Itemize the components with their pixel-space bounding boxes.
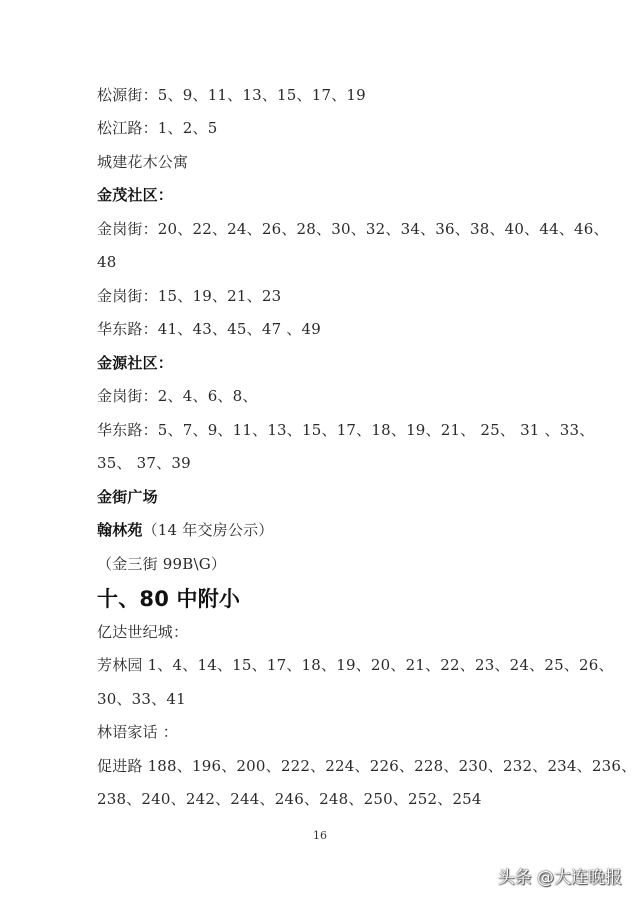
text-line: 华东路：41、43、45、47 、49 <box>97 320 322 338</box>
section-heading: 金源社区： <box>97 354 174 372</box>
text-line: 林语家话 ： <box>97 723 178 741</box>
text-line: 促进路 188、196、200、222、224、226、228、230、232、234、236、 <box>97 757 637 775</box>
text-line: 松江路：1、2、5 <box>97 119 218 137</box>
text-line: 亿达世纪城： <box>97 623 189 641</box>
hanlin-label: 翰林苑 <box>97 521 143 539</box>
text-line: 华东路：5、7、9、11、13、15、17、18、19、21、 25、 31 、33、 <box>97 421 595 439</box>
page-number: 16 <box>313 829 327 842</box>
watermark: 头条 @大连晚报 <box>497 868 622 888</box>
text-line <box>97 520 273 540</box>
text-line: 48 <box>97 253 117 271</box>
text-line: 金岗街：20、22、24、26、28、30、32、34、36、38、40、44、46、 <box>97 220 609 238</box>
text-line: 35、 37、39 <box>97 454 191 472</box>
text-line: 30、33、41 <box>97 690 186 708</box>
text-line: 城建花木公寓 <box>97 153 189 171</box>
section-heading: 金茂社区： <box>97 186 174 204</box>
chapter-heading: 十、80 中附小 <box>97 587 241 611</box>
text-line: 芳林园 1、4、14、15、17、18、19、20、21、22、23、24、25、26、 <box>97 656 614 674</box>
text-line: 金岗街：15、19、21、23 <box>97 287 282 305</box>
text-line: 松源街：5、9、11、13、15、17、19 <box>97 86 366 104</box>
text-line: （金三街 99B\G） <box>97 555 227 573</box>
text-line: 238、240、242、244、246、248、250、252、254 <box>97 790 482 808</box>
hanlin-note: （14 年交房公示） <box>142 521 274 539</box>
section-heading: 金街广场 <box>97 488 158 506</box>
text-line: 金岗街：2、4、6、8、 <box>97 387 258 405</box>
